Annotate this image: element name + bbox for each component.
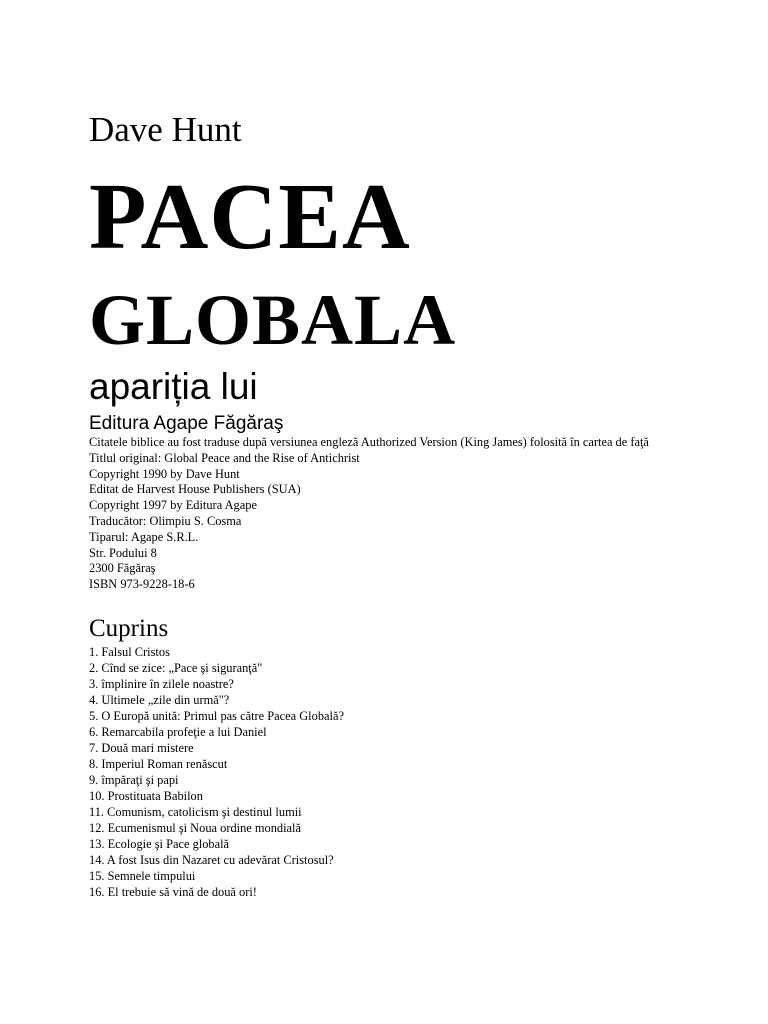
book-subtitle: apariția lui <box>89 366 258 407</box>
toc-item: 14. A fost Isus din Nazaret cu adevărat Cristosul? <box>89 853 334 867</box>
toc-item: 3. împlinire în zilele noastre? <box>89 677 234 691</box>
toc-item: 9. împăraţi şi papi <box>89 773 179 787</box>
toc-item: 15. Semnele timpului <box>89 869 196 883</box>
info-line: Copyright 1990 by Dave Hunt <box>89 466 240 481</box>
info-line: ISBN 973-9228-18-6 <box>89 577 195 592</box>
book-title-line-1: PACEA <box>89 165 411 269</box>
publication-info <box>89 435 699 593</box>
toc-item: 10. Prostituata Babilon <box>89 789 203 803</box>
info-line: Tiparul: Agape S.R.L. <box>89 529 199 544</box>
info-line: Traducător: Olimpiu S. Cosma <box>89 513 242 528</box>
toc-item: 13. Ecologie şi Pace globală <box>89 837 230 851</box>
toc-item: 1. Falsul Cristos <box>89 645 170 659</box>
toc-item: 11. Comunism, catolicism şi destinul lumii <box>89 805 302 819</box>
book-title-line-2: GLOBALA <box>89 280 457 360</box>
author-name: Dave Hunt <box>89 110 242 149</box>
publisher-name: Editura Agape Făgăraş <box>89 413 284 434</box>
toc-item: 6. Remarcabila profeţie a lui Daniel <box>89 725 267 739</box>
info-line: Str. Podului 8 <box>89 545 157 560</box>
toc-item: 4. Ultimele „zile din urmă"? <box>89 693 230 707</box>
info-line: 2300 Făgăraş <box>89 561 156 576</box>
info-line: Editat de Harvest House Publishers (SUA) <box>89 482 301 497</box>
info-line: Titlul original: Global Peace and the Rise of Antichrist <box>89 450 360 465</box>
toc-heading: Cuprins <box>89 615 169 642</box>
toc-item: 7. Două mari mistere <box>89 741 194 755</box>
toc-item: 2. Cînd se zice: „Pace şi siguranţă" <box>89 661 263 675</box>
toc-item: 12. Ecumenismul şi Noua ordine mondială <box>89 821 301 835</box>
toc-item: 16. El trebuie să vină de două ori! <box>89 885 257 899</box>
toc-item: 5. O Europă unită: Primul pas către Pacea Globală? <box>89 709 344 723</box>
info-line: Citatele biblice au fost traduse după versiunea engleză Authorized Version (King James) folosită în cartea de faţă <box>89 435 649 449</box>
toc-item: 8. Imperiul Roman renăscut <box>89 757 228 771</box>
info-line: Copyright 1997 by Editura Agape <box>89 498 257 513</box>
table-of-contents <box>89 644 344 900</box>
